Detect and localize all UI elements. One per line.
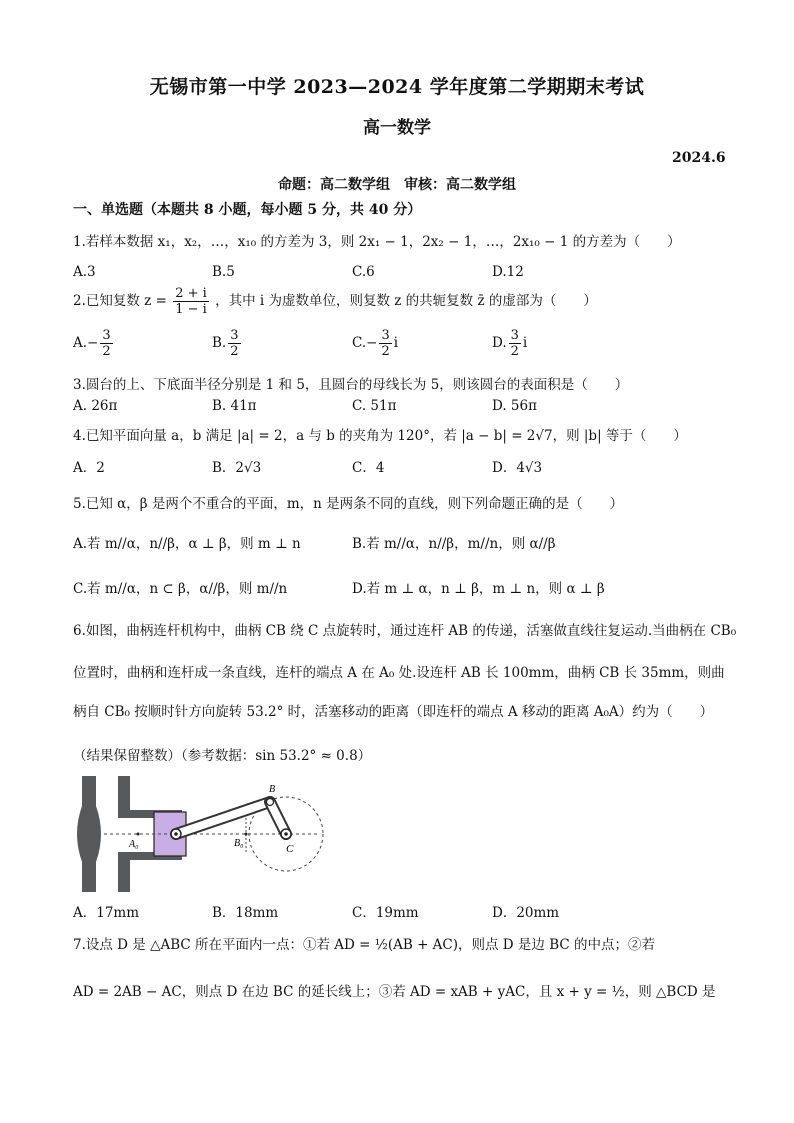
section-heading: 一、单选题（本题共 8 小题，每小题 5 分，共 40 分） [73, 202, 422, 218]
q2c-frac [379, 328, 391, 359]
q2b-label: B. [212, 335, 227, 351]
question-4-stem: 4.已知平面向量 a，b 满足 |a| = 2，a 与 b 的夹角为 120°，若 |a − b| = 2√7，则 |b| 等于（ ） [73, 428, 687, 444]
exam-authors: 命题：高二数学组 审核：高二数学组 [278, 177, 516, 193]
q2d-den: 2 [510, 344, 519, 359]
question-3-stem: 3.圆台的上、下底面半径分别是 1 和 5，且圆台的母线长为 5，则该圆台的表面积是（ ） [73, 377, 629, 393]
q2-stem-end: ，其中 i 为虚数单位，则复数 z 的共轭复数 z̄ 的虚部为（ ） [215, 293, 597, 309]
q1-option-c: C.6 [352, 264, 375, 280]
label-c: C [286, 843, 294, 855]
question-1-stem: 1.若样本数据 x₁，x₂，…，x₁₀ 的方差为 3，则 2x₁ − 1，2x₂ − 1，…，2x₁₀ − 1 的方差为（ ） [73, 234, 681, 250]
q1-option-d: D.12 [492, 264, 524, 280]
question-2-stem [73, 286, 597, 317]
cylinder-housing-lower [118, 852, 182, 892]
q5-option-d: D.若 m ⊥ α，n ⊥ β，m ⊥ n，则 α ⊥ β [352, 581, 605, 597]
q5-option-b: B.若 m//α，n//β，m//n，则 α//β [352, 536, 556, 552]
question-6-line-2: 位置时，曲柄和连杆成一条直线，连杆的端点 A 在 A₀ 处.设连杆 AB 长 100mm，曲柄 CB 长 35mm，则曲 [73, 665, 725, 681]
crank-mechanism-figure [70, 772, 330, 898]
q6-option-d: D．20mm [492, 905, 560, 921]
q2a-frac [100, 328, 112, 359]
q2c-tail: i [393, 335, 399, 351]
q3-option-c: C. 51π [352, 398, 397, 414]
q2d-num: 3 [510, 328, 519, 343]
exam-title: 无锡市第一中学 2023—2024 学年度第二学期期末考试 [149, 76, 645, 98]
label-b: B [269, 784, 276, 795]
q4-option-d: D．4√3 [492, 460, 543, 476]
q6-option-c: C．19mm [352, 905, 419, 921]
q2a-label: A. [73, 335, 88, 351]
pin-a-dot [174, 832, 178, 836]
q2a-den: 2 [102, 344, 111, 359]
q2c-num: 3 [381, 328, 390, 343]
point-a0 [137, 833, 140, 836]
q1-option-a: A.3 [73, 264, 96, 280]
q2d-frac [509, 328, 521, 359]
q2c-den: 2 [381, 344, 390, 359]
q2d-label: D. [492, 335, 507, 351]
pin-b [267, 799, 274, 806]
exam-subtitle: 高一数学 [363, 118, 431, 138]
question-7-line-2: AD = 2AB − AC，则点 D 在边 BC 的延长线上；③若 AD = xAB + yAC，且 x + y = ½，则 △BCD 是 [73, 984, 716, 1000]
question-6-note: （结果保留整数）（参考数据：sin 53.2° ≈ 0.8） [73, 748, 372, 764]
q3-option-b: B. 41π [212, 398, 257, 414]
q2-option-a [73, 328, 115, 359]
left-wall [77, 776, 101, 892]
q6-option-a: A．17mm [73, 905, 140, 921]
point-b0 [245, 833, 248, 836]
q2-frac-den: 1 − i [175, 302, 207, 317]
q3-option-d: D. 56π [492, 398, 537, 414]
pin-c-dot [284, 832, 288, 836]
question-5-stem: 5.已知 α，β 是两个不重合的平面，m，n 是两条不同的直线，则下列命题正确的是（ ） [73, 496, 624, 512]
q2c-label: C. [352, 335, 367, 351]
q2-stem-start: 2.已知复数 z = [73, 293, 167, 309]
q3-option-a: A. 26π [73, 398, 118, 414]
q2-option-c [352, 328, 398, 359]
q1-option-b: B.5 [212, 264, 235, 280]
q2b-den: 2 [230, 344, 239, 359]
q2b-num: 3 [230, 328, 239, 343]
q2-fraction [173, 286, 209, 317]
q4-option-b: B．2√3 [212, 460, 262, 476]
q2-option-b [212, 328, 243, 359]
q6-option-b: B．18mm [212, 905, 279, 921]
q4-option-c: C．4 [352, 460, 385, 476]
q2a-num: 3 [102, 328, 111, 343]
label-a0: A₀ [129, 839, 139, 850]
q2c-sign: − [366, 335, 378, 351]
question-6-line-1: 6.如图，曲柄连杆机构中，曲柄 CB 绕 C 点旋转时，通过连杆 AB 的传递，活塞做直线往复运动.当曲柄在 CB₀ [73, 623, 737, 639]
question-6-line-3: 柄自 CB₀ 按顺时针方向旋转 53.2° 时，活塞移动的距离（即连杆的端点 A 移动的距离 A₀A）约为（ ） [73, 704, 714, 720]
question-7-line-1: 7.设点 D 是 △ABC 所在平面内一点：①若 AD = ½(AB + AC)，则点 D 是边 BC 的中点；②若 [73, 937, 656, 953]
q5-option-a: A.若 m//α，n//β，α ⊥ β，则 m ⊥ n [73, 536, 301, 552]
q2-frac-num: 2 + i [175, 286, 207, 301]
q4-option-a: A．2 [73, 460, 105, 476]
q2d-tail: i [522, 335, 528, 351]
label-b0: B₀ [234, 838, 244, 849]
q2-option-d [492, 328, 527, 359]
q2b-frac [228, 328, 240, 359]
connecting-rod [176, 802, 270, 834]
exam-date: 2024.6 [672, 150, 726, 166]
q2a-sign: − [87, 335, 99, 351]
q5-option-c: C.若 m//α，n ⊂ β，α//β，则 m//n [73, 581, 288, 597]
